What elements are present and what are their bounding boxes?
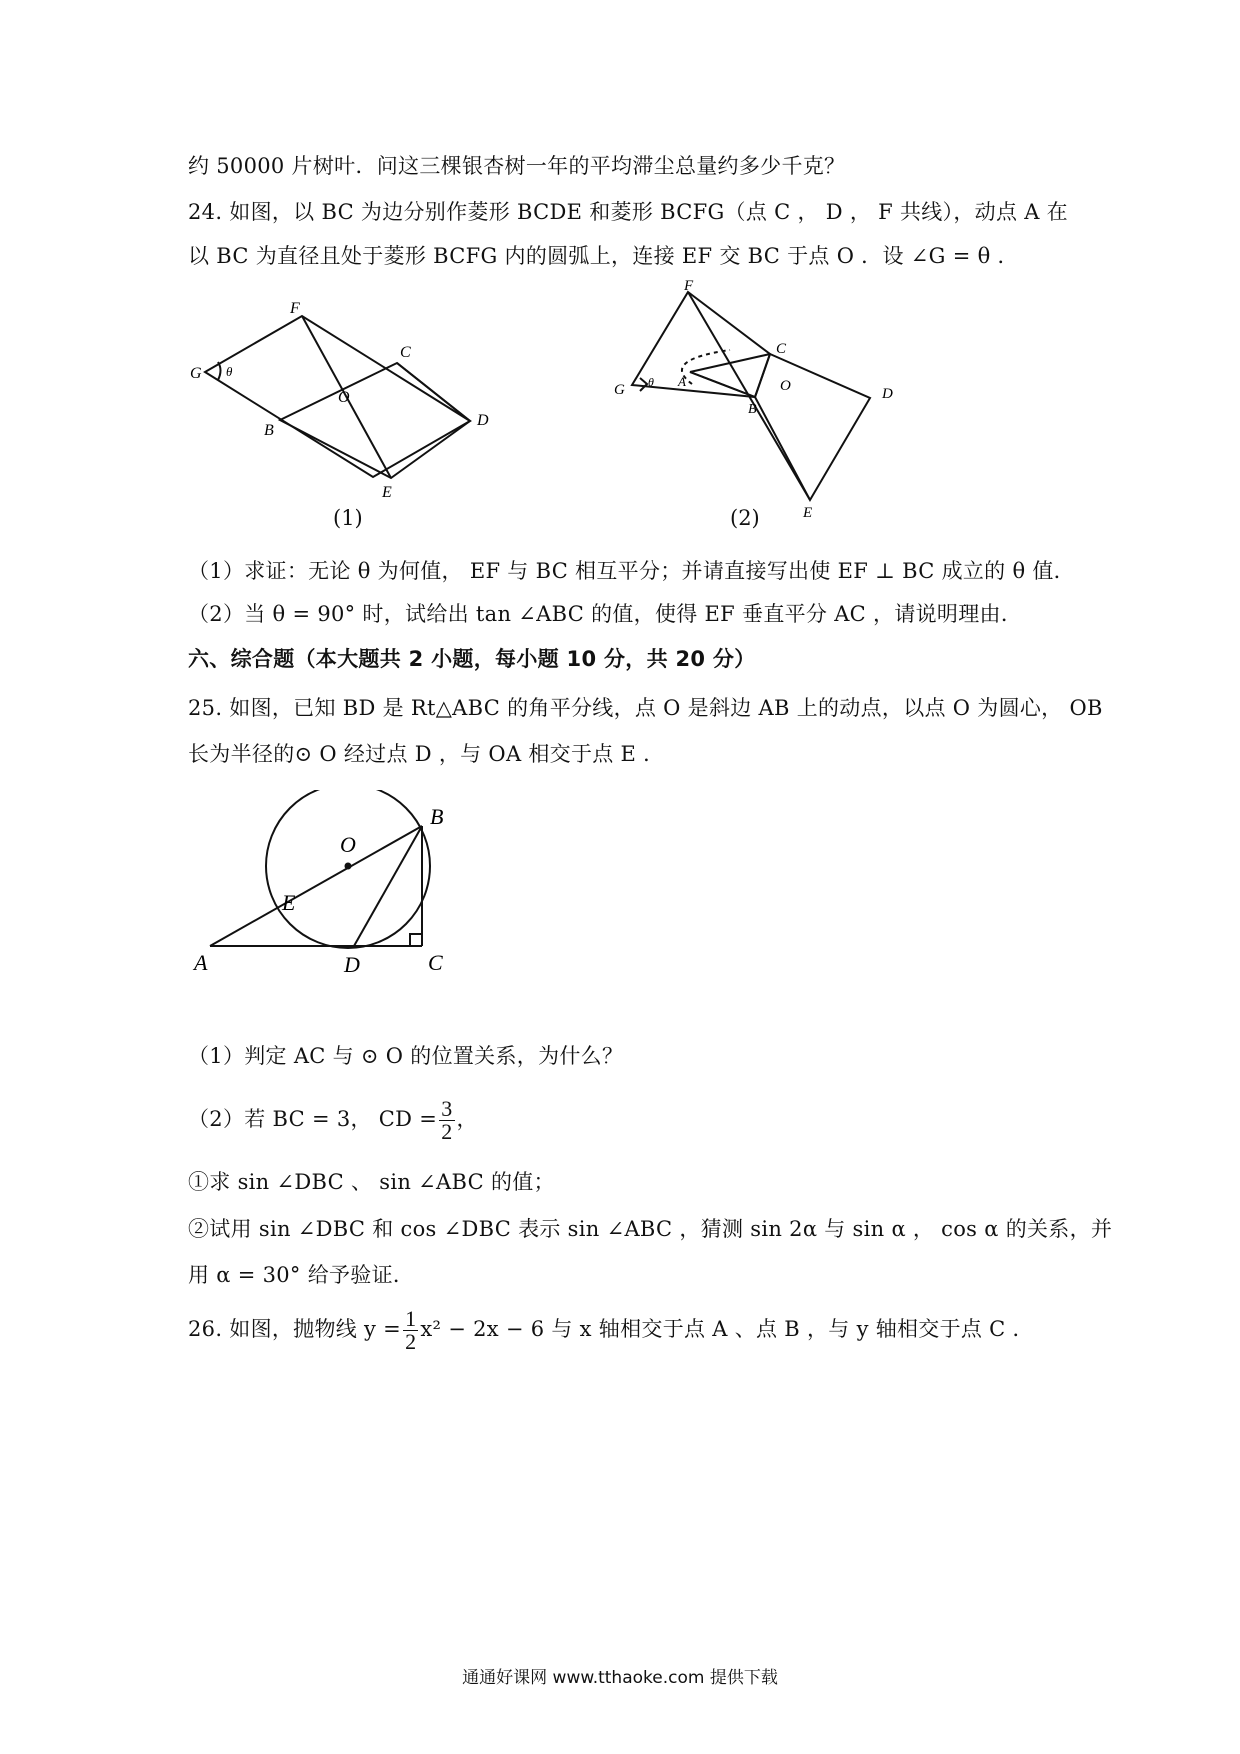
figure-25-circle-triangle bbox=[190, 790, 510, 1000]
label-o: O bbox=[340, 832, 356, 857]
right-angle-mark bbox=[410, 934, 422, 946]
label-c: C bbox=[776, 341, 787, 357]
problem-25-sub-2-line-2: 用 α = 30° 给予验证． bbox=[188, 1263, 415, 1287]
part-2-comma: ， bbox=[456, 1107, 478, 1131]
problem-25-sub-2-line-1: ②试用 sin ∠DBC 和 cos ∠DBC 表示 sin ∠ABC ，猜测 sin 2α 与 sin α ， cos α 的关系，并 bbox=[188, 1217, 1113, 1241]
problem-24-part-2: （2）当 θ = 90° 时，试给出 tan ∠ABC 的值，使得 EF 垂直平分 AC ，请说明理由． bbox=[188, 602, 1023, 626]
problem-26-line bbox=[188, 1308, 1034, 1353]
problem-25-line-1: 25. 如图，已知 BD 是 Rt△ABC 的角平分线，点 O 是斜边 AB 上的动点，以点 O 为圆心， OB bbox=[188, 696, 1103, 720]
label-o: O bbox=[780, 378, 791, 394]
segment-bd bbox=[354, 826, 422, 946]
problem-25-sub-1: ①求 sin ∠DBC 、 sin ∠ABC 的值； bbox=[188, 1170, 555, 1194]
label-a: A bbox=[194, 950, 208, 975]
label-o: O bbox=[338, 389, 350, 406]
page-footer: 通通好课网 www.tthaoke.com 提供下载 bbox=[462, 1668, 778, 1688]
problem-26-prefix: 26. 如图，抛物线 y = bbox=[188, 1317, 402, 1341]
problem-25-part-2 bbox=[188, 1098, 478, 1143]
figure-1-caption: (1) bbox=[333, 506, 363, 530]
angle-arc bbox=[218, 362, 221, 380]
label-e: E bbox=[803, 505, 813, 521]
problem-26-suffix: x² − 2x − 6 与 x 轴相交于点 A 、点 B ，与 y 轴相交于点 C ． bbox=[420, 1317, 1034, 1341]
square-bcde bbox=[755, 354, 870, 500]
center-point bbox=[345, 863, 352, 870]
label-d: D bbox=[882, 386, 893, 402]
problem-24-line-2: 以 BC 为直径且处于菱形 BCFG 内的圆弧上，连接 EF 交 BC 于点 O ．设 ∠G = θ ． bbox=[188, 244, 1019, 268]
text-line-1: 约 50000 片树叶．问这三棵银杏树一年的平均滞尘总量约多少千克？ bbox=[188, 154, 846, 178]
fraction-1-2 bbox=[403, 1308, 418, 1353]
fraction-denominator: 2 bbox=[405, 1329, 417, 1354]
segment-ab bbox=[210, 826, 422, 946]
right-angle-mark bbox=[640, 378, 647, 391]
label-theta: θ bbox=[226, 364, 233, 379]
label-a: A bbox=[678, 374, 686, 389]
label-g: G bbox=[190, 365, 202, 382]
label-d: D bbox=[344, 952, 360, 977]
label-d: D bbox=[477, 412, 489, 429]
label-e: E bbox=[382, 484, 392, 501]
figure-2-rhombi-circle bbox=[600, 280, 900, 530]
problem-24-part-1: （1）求证：无论 θ 为何值， EF 与 BC 相互平分；并请直接写出使 EF ⊥ BC 成立的 θ 值． bbox=[188, 559, 1075, 583]
section-heading: 六、综合题（本大题共 2 小题，每小题 10 分，共 20 分） bbox=[188, 647, 756, 671]
problem-24-line-1: 24. 如图，以 BC 为边分别作菱形 BCDE 和菱形 BCFG（点 C ， D ， F 共线），动点 A 在 bbox=[188, 200, 1068, 224]
figure-1-rhombi bbox=[190, 300, 520, 530]
label-f: F bbox=[290, 300, 300, 317]
label-b: B bbox=[430, 804, 444, 829]
label-g: G bbox=[614, 382, 625, 398]
segment-ef bbox=[688, 292, 810, 500]
label-b: B bbox=[264, 422, 274, 439]
fraction-denominator: 2 bbox=[441, 1119, 453, 1144]
rhombus-bcde bbox=[280, 363, 470, 478]
problem-25-part-1: （1）判定 AC 与 ⊙ O 的位置关系，为什么？ bbox=[188, 1044, 624, 1068]
fraction-numerator: 3 bbox=[441, 1096, 453, 1121]
fraction-3-2 bbox=[439, 1098, 454, 1143]
label-f: F bbox=[684, 280, 694, 294]
label-b: B bbox=[748, 402, 757, 417]
label-theta: θ bbox=[648, 375, 654, 389]
label-c: C bbox=[428, 950, 443, 975]
label-c: C bbox=[400, 344, 411, 361]
label-e: E bbox=[282, 890, 296, 915]
figure-2-caption: (2) bbox=[730, 506, 760, 530]
fraction-numerator: 1 bbox=[405, 1306, 417, 1331]
part-2-text: （2）若 BC = 3， CD = bbox=[188, 1107, 438, 1131]
problem-25-line-2: 长为半径的⊙ O 经过点 D ，与 OA 相交于点 E ． bbox=[188, 742, 665, 766]
